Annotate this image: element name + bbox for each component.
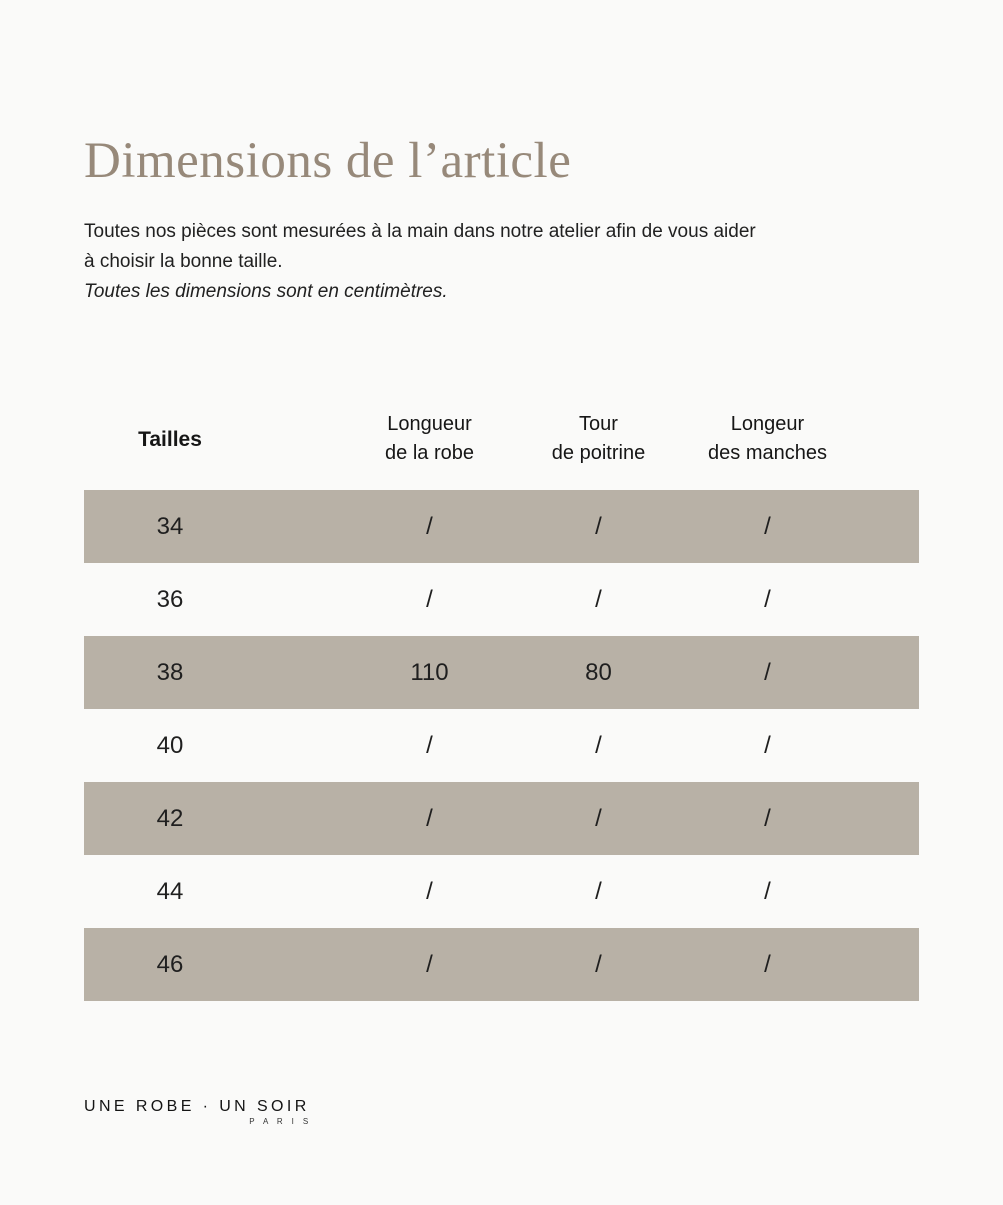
column-header-line: Longueur xyxy=(387,413,472,435)
value-cell: / xyxy=(764,731,771,759)
table-row-size-34 xyxy=(84,490,919,563)
table-row-size-36 xyxy=(84,563,919,636)
size-table xyxy=(84,410,919,1001)
size-cell: 46 xyxy=(156,950,184,978)
column-header-line: Longeur xyxy=(730,413,805,435)
column-header-bust xyxy=(514,410,683,468)
table-body xyxy=(84,490,919,1001)
brand-logo-paris-text: P A R I S xyxy=(249,1117,312,1126)
table-row-size-44 xyxy=(84,855,919,928)
value-cell: / xyxy=(426,804,433,832)
column-header-dress-length xyxy=(345,410,514,468)
value-cell: / xyxy=(764,512,771,540)
value-cell: / xyxy=(595,512,602,540)
value-cell: / xyxy=(426,877,433,905)
value-cell: / xyxy=(764,804,771,832)
column-header-line: des manches xyxy=(708,442,827,464)
value-cell: / xyxy=(426,512,433,540)
intro-text xyxy=(84,217,919,307)
table-header-row xyxy=(84,410,919,468)
table-row-size-46 xyxy=(84,928,919,1001)
value-cell: / xyxy=(426,950,433,978)
value-cell: / xyxy=(595,585,602,613)
brand-logo xyxy=(84,1098,310,1126)
value-cell: / xyxy=(595,731,602,759)
column-header-sizes: Tailles xyxy=(138,427,202,451)
brand-logo-text: UNE ROBE · UN SOIR xyxy=(84,1098,310,1115)
intro-line-2: à choisir la bonne taille. xyxy=(84,251,283,272)
value-cell: / xyxy=(595,804,602,832)
value-cell: / xyxy=(595,950,602,978)
column-header-line: de la robe xyxy=(385,442,474,464)
value-cell: / xyxy=(764,658,771,686)
value-cell: 110 xyxy=(410,658,449,686)
value-cell: 80 xyxy=(585,658,612,686)
column-header-sleeve-length xyxy=(683,410,852,468)
value-cell: / xyxy=(764,950,771,978)
table-row-size-42 xyxy=(84,782,919,855)
value-cell: / xyxy=(426,731,433,759)
column-header-line: Tour xyxy=(579,413,618,435)
value-cell: / xyxy=(426,585,433,613)
size-cell: 40 xyxy=(156,731,184,759)
units-note: Toutes les dimensions sont en centimètres. xyxy=(84,281,448,302)
size-cell: 34 xyxy=(156,512,184,540)
table-row-size-38 xyxy=(84,636,919,709)
size-cell: 36 xyxy=(156,585,184,613)
size-cell: 44 xyxy=(156,877,184,905)
value-cell: / xyxy=(595,877,602,905)
size-cell: 38 xyxy=(156,658,184,686)
table-row-size-40 xyxy=(84,709,919,782)
column-header-line: de poitrine xyxy=(551,442,646,464)
intro-line-1: Toutes nos pièces sont mesurées à la main dans notre atelier afin de vous aider xyxy=(84,221,756,242)
value-cell: / xyxy=(764,585,771,613)
size-cell: 42 xyxy=(156,804,184,832)
page-title: Dimensions de l’article xyxy=(84,133,572,189)
value-cell: / xyxy=(764,877,771,905)
